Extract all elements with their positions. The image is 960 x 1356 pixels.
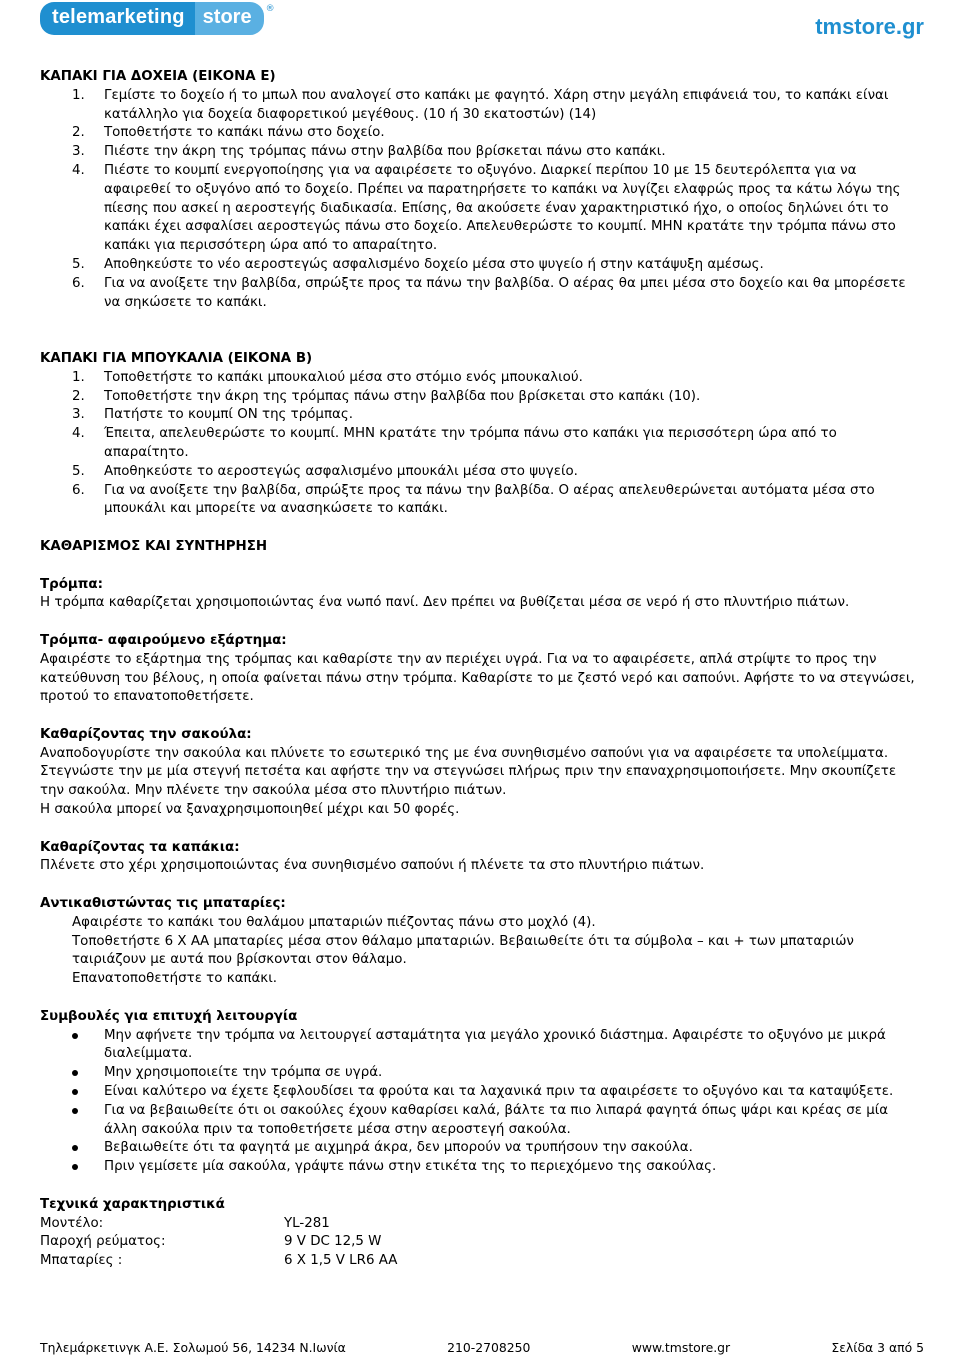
step-text: Γεμίστε το δοχείο ή το μπωλ που αναλογεί στο καπάκι με φαγητό. Χάρη στην μεγάλη επιφάνειά του, το καπάκι είναι κατάλληλο για δοχεία διαφορετικού μεγέθους. (10 ή 30 εκατοστών) (14) <box>104 87 889 122</box>
step-number: 5. <box>72 256 85 272</box>
registered-mark: ® <box>265 4 275 14</box>
step-text: Τοποθετήστε το καπάκι πάνω στο δοχείο. <box>104 125 385 141</box>
spec-value: 6 X 1,5 V LR6 AA <box>284 1253 398 1269</box>
step-number: 3. <box>72 144 85 160</box>
footer-phone: 210-2708250 <box>447 1340 531 1355</box>
bag-line: Στεγνώστε την με μία στεγνή πετσέτα και αφήστε την να στεγνώσει πλήρως πριν την επαναχρησιμοποιήσετε. Μην σκουπίζετε την σακούλα. Μην πλένετε την σακούλα μέσα στο πλυντήριο πιάτων. <box>40 764 897 799</box>
spec-row <box>40 1252 920 1271</box>
step-text: Για να ανοίξετε την βαλβίδα, σπρώξτε προς τα πάνω την βαλβίδα. Ο αέρας απελευθερώνεται αυτόματα μέσα στο μπουκάλι και μπορείτε να ανασηκώσετε το καπάκι. <box>104 482 875 517</box>
list-item <box>40 388 920 407</box>
step-text: Αποθηκεύστε το νέο αεροστεγώς ασφαλισμένο δοχείο μέσα στο ψυγείο ή στην κατάψυξη αμέσως. <box>104 256 764 272</box>
step-text: Πατήστε το κουμπί ON της τρόμπας. <box>104 407 353 423</box>
list-item <box>40 482 920 520</box>
batteries-heading: Αντικαθιστώντας τις μπαταρίες: <box>40 896 286 912</box>
accessory-text: Αφαιρέστε το εξάρτημα της τρόμπας και καθαρίστε την αν περιέχει υγρά. Για να το αφαιρέσετε, απλά στρίψτε το προς την κατεύθυνση του βέλους, η οποία φαίνεται πάνω στην τρόμπα. Καθαρίστε το με ζεστό νερό και σαπούνι. Αφήστε το να στεγνώσει, προτού το επανατοποθετήσετε. <box>40 651 915 705</box>
spec-key: Μπαταρίες : <box>40 1253 123 1269</box>
list-item <box>40 124 920 143</box>
step-text: Τοποθετήστε την άκρη της τρόμπας πάνω στην βαλβίδα που βρίσκεται στο καπάκι (10). <box>104 388 701 404</box>
telemarketing-store-logo <box>40 2 275 35</box>
bottles-steps <box>40 369 920 519</box>
step-text: Πιέστε την άκρη της τρόμπας πάνω στην βαλβίδα που βρίσκεται πάνω στο καπάκι. <box>104 144 666 160</box>
bullet-item: Βεβαιωθείτε ότι τα φαγητά με αιχμηρά άκρα, δεν μπορούν να τρυπήσουν την σακούλα. <box>40 1139 920 1158</box>
battery-line: Αφαιρέστε το καπάκι του θαλάμου μπαταριών πιέζοντας πάνω στο μοχλό (4). <box>72 914 596 930</box>
specs-table <box>40 1215 920 1271</box>
step-number: 1. <box>72 87 85 103</box>
step-text: Τοποθετήστε το καπάκι μπουκαλιού μέσα στο στόμιο ενός μπουκαλιού. <box>104 369 583 385</box>
section-title-containers: ΚΑΠΑΚΙ ΓΙΑ ΔΟΧΕΙΑ (ΕΙΚΟΝΑ Ε) <box>40 69 276 84</box>
containers-steps <box>40 87 920 313</box>
step-number: 5. <box>72 463 85 479</box>
tips-list <box>40 1027 920 1177</box>
footer-company: Τηλεμάρκετινγκ Α.Ε. Σολωμού 56, 14234 Ν.Ιωνία <box>40 1340 346 1355</box>
list-item <box>40 256 920 275</box>
step-number: 2. <box>72 125 85 141</box>
bullet-item: Μην αφήνετε την τρόμπα να λειτουργεί ασταμάτητα για μεγάλο χρονικό διάστημα. Αφαιρέστε το οξυγόνο με μικρά διαλείμματα. <box>40 1027 920 1065</box>
spec-key: Παροχή ρεύματος: <box>40 1234 166 1250</box>
step-number: 2. <box>72 388 85 404</box>
list-item <box>40 463 920 482</box>
spec-key: Μοντέλο: <box>40 1215 104 1231</box>
bag-line: Η σακούλα μπορεί να ξαναχρησιμοποιηθεί μέχρι και 50 φορές. <box>40 802 460 818</box>
footer-page: Σελίδα 3 από 5 <box>831 1340 924 1355</box>
battery-line: Τοποθετήστε 6 Χ ΑΑ μπαταρίες μέσα στον θάλαμο μπαταριών. Βεβαιωθείτε ότι τα σύμβολα – και + των μπαταριών ταιριάζουν με αυτά που βρίσκονται στον θάλαμο. <box>72 933 854 968</box>
lids-heading: Καθαρίζοντας τα καπάκια: <box>40 839 240 855</box>
bullet-item: Για να βεβαιωθείτε ότι οι σακούλες έχουν καθαρίσει καλά, βάλτε τα πιο λιπαρά φαγητά όπως ψάρι και κρέας σε μία άλλη σακούλα πριν τα τοποθετήσετε μέσα στην αεροστεγή σακούλα. <box>40 1102 920 1140</box>
step-text: Αποθηκεύστε το αεροστεγώς ασφαλισμένο μπουκάλι μέσα στο ψυγείο. <box>104 463 578 479</box>
bag-heading: Καθαρίζοντας την σακούλα: <box>40 726 252 742</box>
step-number: 6. <box>72 275 85 291</box>
list-item <box>40 87 920 125</box>
step-number: 3. <box>72 407 85 423</box>
list-item <box>40 406 920 425</box>
section-title-bottles: ΚΑΠΑΚΙ ΓΙΑ ΜΠΟΥΚΑΛΙΑ (ΕΙΚΟΝΑ Β) <box>40 350 313 366</box>
spec-value: 9 V DC 12,5 W <box>284 1234 382 1250</box>
pump-text: Η τρόμπα καθαρίζεται χρησιμοποιώντας ένα νωπό πανί. Δεν πρέπει να βυθίζεται μέσα σε νερό ή στο πλυντήριο πιάτων. <box>40 595 850 611</box>
list-item <box>40 369 920 388</box>
logo-telemarketing: telemarketing <box>40 2 195 35</box>
step-text: Για να ανοίξετε την βαλβίδα, σπρώξτε προς τα πάνω την βαλβίδα. Ο αέρας θα μπει μέσα στο δοχείο και θα μπορέσετε να σηκώσετε το καπάκι. <box>104 275 906 310</box>
battery-line: Επανατοποθετήστε το καπάκι. <box>72 971 277 987</box>
list-item <box>40 275 920 313</box>
list-item <box>40 162 920 256</box>
spec-row <box>40 1215 920 1234</box>
site-logo <box>815 14 924 40</box>
footer-web: www.tmstore.gr <box>631 1340 731 1355</box>
logo-store: store <box>195 2 264 35</box>
bullet-item: Πριν γεμίσετε μία σακούλα, γράψτε πάνω στην ετικέτα της το περιεχόμενο της σακούλας. <box>40 1158 920 1177</box>
bag-line: Αναποδογυρίστε την σακούλα και πλύνετε το εσωτερικό της με ένα συνηθισμένο σαπούνι για να αφαιρέσετε τα υπολείμματα. <box>40 745 889 761</box>
step-text: Πιέστε το κουμπί ενεργοποίησης για να αφαιρέσετε το οξυγόνο. Διαρκεί περίπου 10 με 15 δευτερόλεπτα για να αφαιρεθεί το οξυγόνο από το δοχείο. Πρέπει να παρατηρήσετε το καπάκι να λυγίζει ελαφρώς προς τα κάτω λόγω της πίεσης που ασκεί η αεροστεγής διαδικασία. Επίσης, θα ακούσετε έναν χαρακτηριστικό ήχο, ο οποίος δηλώνει ότι το καπάκι έχει ασφαλίσει αεροστεγώς πάνω στο δοχείο. Απελευθερώστε το κουμπί. ΜΗΝ κρατάτε την τρόμπα πάνω στο καπάκι για περισσότερη ώρα από το απαραίτητο. <box>104 162 901 254</box>
bullet-item: Μην χρησιμοποιείτε την τρόμπα σε υγρά. <box>40 1064 920 1083</box>
list-item <box>40 425 920 463</box>
spec-row <box>40 1233 920 1252</box>
page-footer <box>40 1340 924 1355</box>
specs-heading: Τεχνικά χαρακτηριστικά <box>40 1196 225 1212</box>
pump-heading: Τρόμπα: <box>40 576 103 592</box>
step-number: 4. <box>72 162 85 178</box>
document-body <box>40 68 920 1271</box>
step-text: Έπειτα, απελευθερώστε το κουμπί. ΜΗΝ κρατάτε την τρόμπα πάνω στο καπάκι για περισσότερη ώρα από το απαραίτητο. <box>104 426 837 460</box>
lids-text: Πλένετε στο χέρι χρησιμοποιώντας ένα συνηθισμένο σαπούνι ή πλένετε τα στο πλυντήριο πιάτων. <box>40 858 705 874</box>
spec-value: YL-281 <box>284 1215 330 1231</box>
step-number: 1. <box>72 369 85 385</box>
bullet-item: Είναι καλύτερο να έχετε ξεφλουδίσει τα φρούτα και τα λαχανικά πριν τα αφαιρέσετε το οξυγόνο και τα καταψύξετε. <box>40 1083 920 1102</box>
site-main: tmstore <box>815 14 896 39</box>
tips-heading: Συμβουλές για επιτυχή λειτουργία <box>40 1008 298 1024</box>
section-title-cleaning: ΚΑΘΑΡΙΣΜΟΣ ΚΑΙ ΣΥΝΤΗΡΗΣΗ <box>40 538 268 554</box>
list-item <box>40 143 920 162</box>
accessory-heading: Τρόμπα- αφαιρούμενο εξάρτημα: <box>40 632 287 648</box>
step-number: 4. <box>72 426 85 442</box>
step-number: 6. <box>72 482 85 498</box>
site-tld: .gr <box>895 14 924 39</box>
